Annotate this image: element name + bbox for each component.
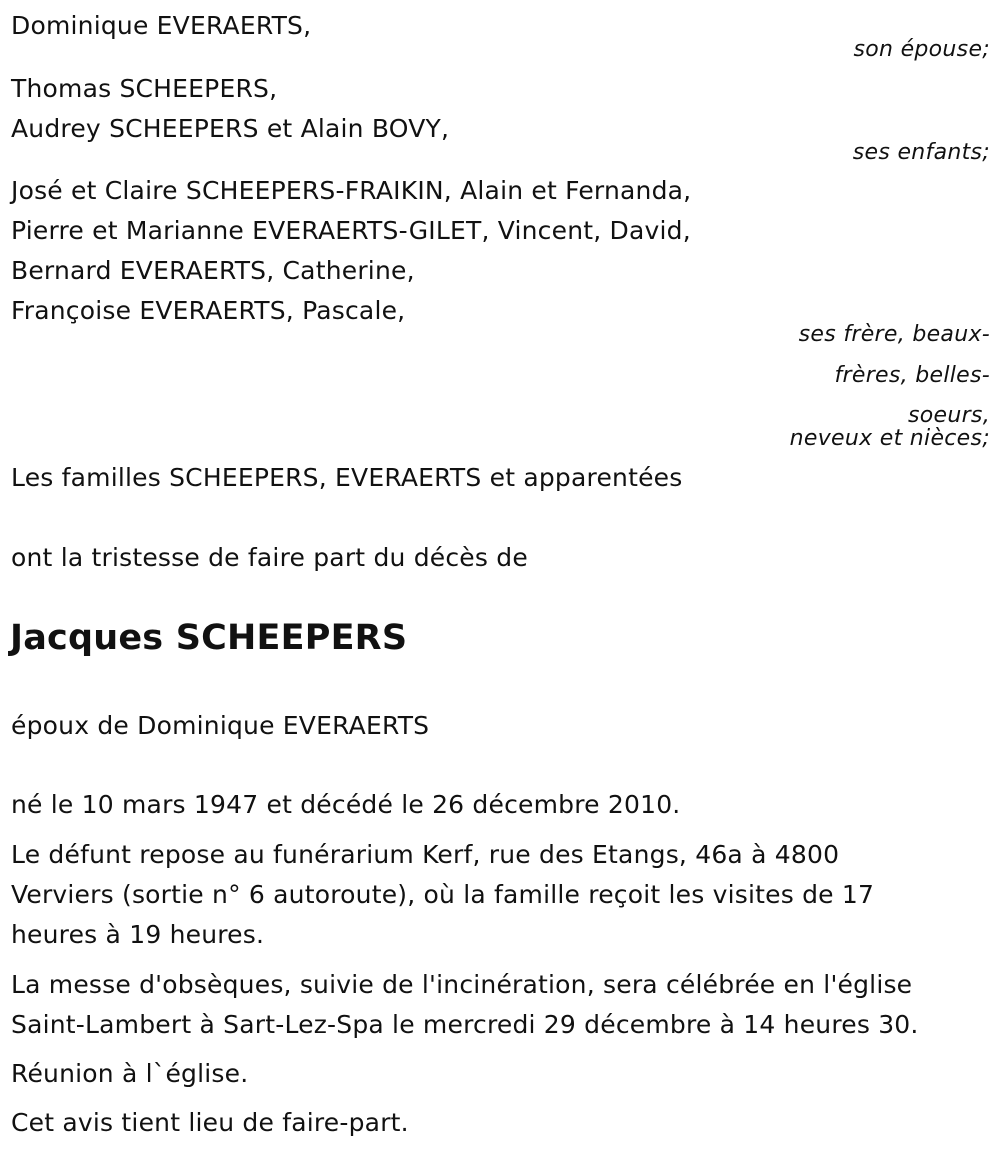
relatives-role-line: neveux et nièces; [789, 426, 990, 451]
spouse-of: époux de Dominique EVERAERTS [11, 711, 430, 740]
relatives-role-line: ses frère, beaux- [798, 322, 990, 347]
child-name: Thomas SCHEEPERS, [11, 74, 278, 103]
closing-line: Cet avis tient lieu de faire-part. [11, 1108, 409, 1137]
children-role: ses enfants; [852, 140, 990, 165]
mass-line: Saint-Lambert à Sart-Lez-Spa le mercredi 29 décembre à 14 heures 30. [11, 1010, 919, 1039]
spouse-role: son épouse; [853, 37, 990, 62]
relative-line: José et Claire SCHEEPERS-FRAIKIN, Alain et Fernanda, [11, 176, 692, 205]
repose-line: heures à 19 heures. [11, 920, 265, 949]
repose-line: Verviers (sortie n° 6 autoroute), où la famille reçoit les visites de 17 [11, 880, 875, 909]
relatives-role-line: soeurs, [907, 403, 990, 428]
relatives-role-line: frères, belles- [834, 363, 990, 388]
families-line: Les familles SCHEEPERS, EVERAERTS et apparentées [11, 463, 683, 492]
birth-death-dates: né le 10 mars 1947 et décédé le 26 décembre 2010. [11, 790, 681, 819]
mass-line: La messe d'obsèques, suivie de l'incinération, sera célébrée en l'église [11, 970, 913, 999]
relative-line: Pierre et Marianne EVERAERTS-GILET, Vincent, David, [11, 216, 691, 245]
relative-line: Françoise EVERAERTS, Pascale, [11, 296, 406, 325]
relative-line: Bernard EVERAERTS, Catherine, [11, 256, 415, 285]
reunion-line: Réunion à l`église. [11, 1059, 249, 1088]
child-name: Audrey SCHEEPERS et Alain BOVY, [11, 114, 450, 143]
deceased-name: Jacques SCHEEPERS [10, 618, 408, 658]
repose-line: Le défunt repose au funérarium Kerf, rue des Etangs, 46a à 4800 [11, 840, 840, 869]
spouse-name: Dominique EVERAERTS, [11, 11, 312, 40]
announcement-intro: ont la tristesse de faire part du décès de [11, 543, 528, 572]
